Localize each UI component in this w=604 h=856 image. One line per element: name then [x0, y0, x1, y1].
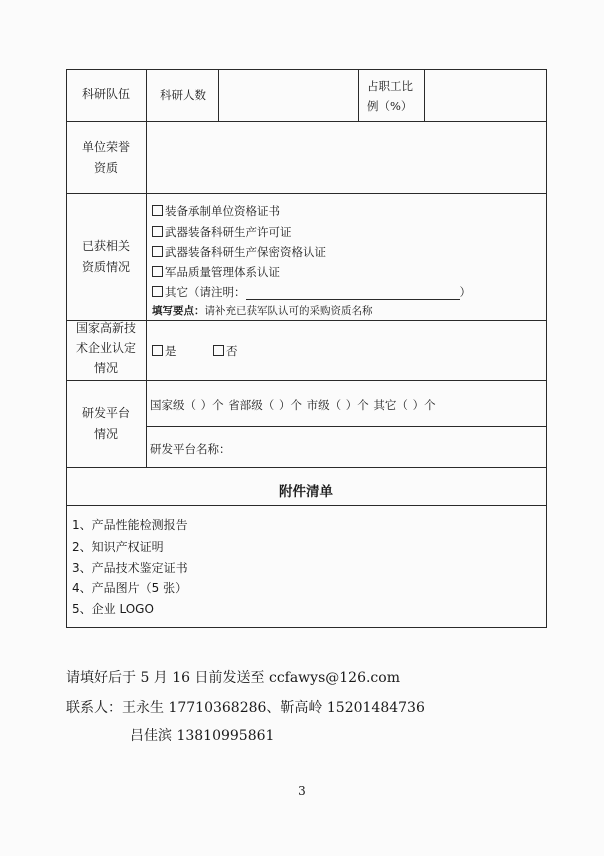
high-tech-label-line2: 术企业认定 [75, 341, 136, 355]
research-personnel-label: 科研人数 [160, 88, 206, 102]
qualifications-label-line1: 已获相关 [81, 239, 130, 253]
staff-ratio-value[interactable] [425, 70, 545, 120]
qualifications-label-line2: 资质情况 [81, 260, 130, 274]
honors-label-line1: 单位荣誉 [81, 140, 130, 154]
contact-line: 联系人：王永生 17710368286、靳高岭 15201484736 [66, 700, 425, 716]
checkbox-icon[interactable] [213, 345, 224, 356]
row-divider [146, 426, 547, 427]
qualification-option-1[interactable]: 装备承制单位资格证书 [152, 203, 280, 219]
rd-platform-name-label[interactable]: 研发平台名称： [150, 442, 231, 456]
staff-ratio-label-line1: 占职工比 [367, 79, 413, 93]
honors-label-line2: 资质 [93, 161, 118, 175]
rd-platform-label-line2: 情况 [93, 427, 118, 441]
qualifications-fill-note: 填写要点：请补充已获军队认可的采购资质名称 [152, 305, 373, 317]
table-border-right [546, 69, 547, 628]
table-border-bottom [66, 627, 547, 628]
qualification-option-other[interactable]: 其它（请注明： ） [152, 284, 471, 300]
qualification-option-2[interactable]: 武器装备科研生产许可证 [152, 224, 292, 240]
research-team-label: 科研队伍 [81, 87, 130, 101]
rd-platform-levels[interactable]: 国家级（ ）个 省部级（ ）个 市级（ ）个 其它（ ）个 [150, 398, 436, 412]
high-tech-yes-option[interactable]: 是 [152, 343, 177, 359]
other-qualification-input[interactable] [246, 287, 460, 300]
row-divider [66, 380, 547, 381]
staff-ratio-label-line2: 例（%） [367, 99, 413, 113]
qualification-option-3[interactable]: 武器装备科研生产保密资格认证 [152, 244, 326, 260]
high-tech-no-option[interactable]: 否 [213, 343, 238, 359]
high-tech-label-line1: 国家高新技 [75, 321, 136, 335]
page-number: 3 [298, 784, 306, 798]
checkbox-icon[interactable] [152, 345, 163, 356]
attachment-item: 3、产品技术鉴定证书 [72, 561, 188, 575]
honors-input-area[interactable] [147, 122, 545, 192]
cell-divider [358, 69, 359, 121]
attachment-item: 1、产品性能检测报告 [72, 518, 188, 532]
checkbox-icon[interactable] [152, 266, 163, 277]
contact-line-continued: 吕佳滨 13810995861 [130, 728, 275, 744]
attachment-item: 5、企业 LOGO [72, 602, 154, 616]
checkbox-icon[interactable] [152, 226, 163, 237]
submission-instruction: 请填好后于 5 月 16 日前发送至 ccfawys@126.com [66, 670, 400, 686]
attachment-item: 2、知识产权证明 [72, 540, 164, 554]
checkbox-icon[interactable] [152, 246, 163, 257]
attachments-title: 附件清单 [279, 484, 333, 500]
qualification-option-4[interactable]: 军品质量管理体系认证 [152, 264, 280, 280]
row-divider [66, 505, 547, 506]
rd-platform-label-line1: 研发平台 [81, 406, 130, 420]
research-personnel-value[interactable] [219, 70, 357, 120]
attachment-item: 4、产品图片（5 张） [72, 581, 188, 595]
row-divider [66, 467, 547, 468]
row-divider [66, 193, 547, 194]
checkbox-icon[interactable] [152, 286, 163, 297]
high-tech-label-line3: 情况 [93, 361, 118, 375]
checkbox-icon[interactable] [152, 205, 163, 216]
